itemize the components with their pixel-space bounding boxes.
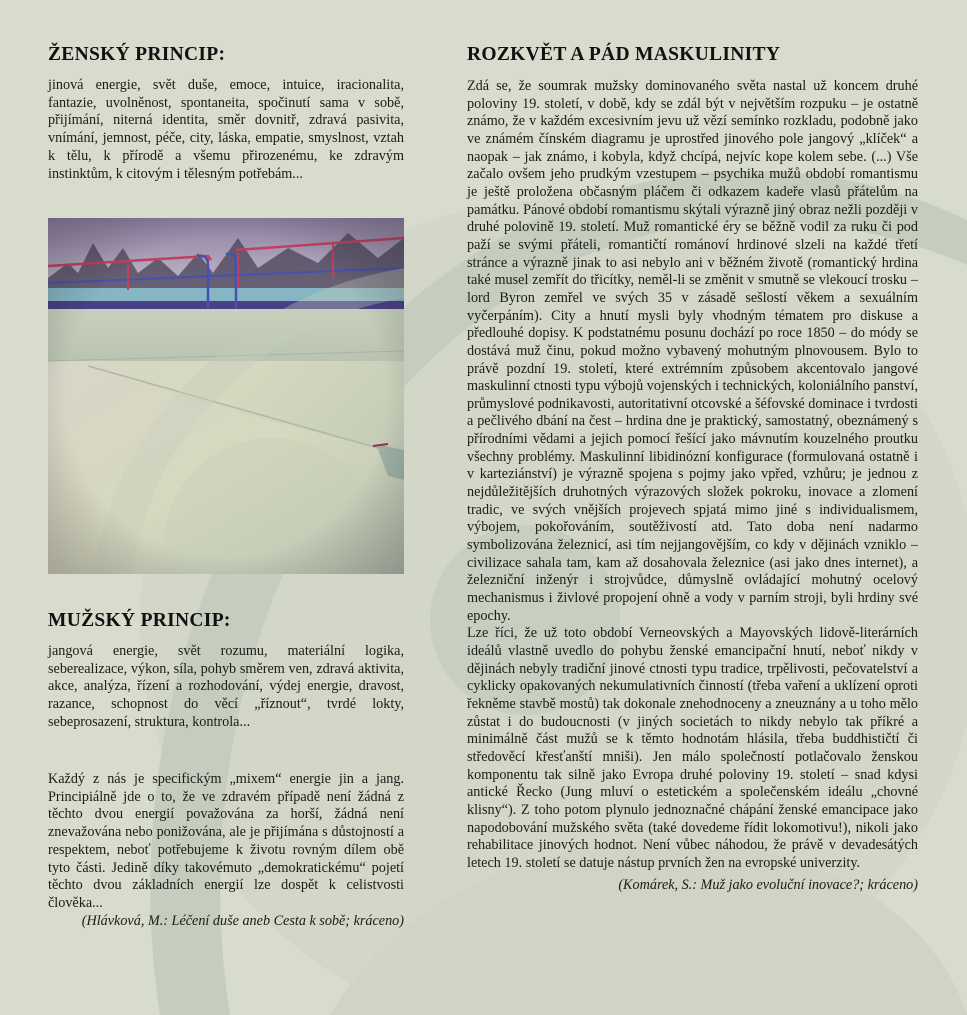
female-principle-text: jinová energie, svět duše, emoce, intuice, iracionalita, fantazie, uvolněnost, spontaneita, spočinutí sama v sobě, přijímání, niterná identita, směr dovnitř, zdravá pasivita, vnímání, jemnost, péče, city, láska, empatie, smyslnost, vztah k tělu, k přírodě a všemu přirozenému, ke zdravým instinktům, k citovým i tělesným potřebám... [48, 77, 404, 182]
quote-citation: (Hlávková, M.: Léčení duše aneb Cesta k sobě; kráceno) [81, 912, 404, 929]
female-principle-section [48, 44, 404, 183]
quote-text: Každý z nás je specifickým „mixem“ energie jin a jang. Principiálně jde o to, že ve zdravém případě není žádná z těchto dvou energií považována za horší, žádná není znevažována nebo ponižována, ale je přijímána s důstojností a respektem, neboť potřebujeme k životu rovným dílem obě tyto části. Jedině díky takovémuto „demokratickému“ pojetí těchto dvou základních energií lze dospět k celistvosti člověka... [48, 771, 404, 911]
article-paragraph-1: Zdá se, že soumrak mužsky dominovaného světa nastal už koncem druhé poloviny 19. století, v době, kdy se zdál být v největším rozpuku – je ostatně známo, že v každém excesivním jevu už vězí semínko rozkladu, podobně jako ve známém čínském diagramu je uprostřed jinového pole jangový „klíček“ a naopak – jak známo, i kobyla, když chcípá, nejvíc kope kolem sebe. (...) Vše začalo ovšem jeho prudkým vzestupem – psychika mužů období romantismu je ještě proložena občasným pláčem či odkazem kadeře vlasů přátelům na památku. Pánové období romantismu skýtali výrazně jiný obraz nežli později v druhé polovině 19. století. Muž romantické éry se běžně vodil za ruku či pod paží se svými přáteli, romantičtí románoví hrdinové slzeli na každé třetí stránce a výrazně jinak to asi nebylo ani v běžném životě (romantický hrdina také musel zemřít do třicítky, neměl-li se změnit v smutně se vlekoucí trosku – lord Byron zemřel ve svých 35 v zásadě sešlostí věkem a sexuálním vyčerpáním). City a hnutí mysli byly vhodným tématem pro diskuse a předlouhé dopisy. K podstatnému posunu dochází po roce 1850 – do módy se dostává muž činu, pokud možno vybavený mohutným plnovousem. Bylo to právě pozdní 19. století, které extrémním způsobem akcentovalo jangové maskulinní ctnosti typu výbojů vojenských i technických, koloniálního panství, průmyslové podnikavosti, autoritativní otcovské a šéfovské dominace i tvrdosti a pečlivého dbání na čest – hrdina dne je praktický, samostatný, obeznámený s přírodními vědami a jejich pomocí řešící jako mávnutím kouzelného proutku všechny problémy. Maskulinní libidinózní konfigurace (formulovaná ostatně i v karteziánství) je výrazně spojena s pojmy jako vpřed, vzhůru; je jednou z nejdůležitějších druhotných výrazových složek pokroku, inovace a zlomení tradic, ve svých vnějších projevech spjatá mimo jiné s individualismem, výbojem, pokořováním, soutěživostí atd. Tato doba není nadarmo symbolizována železnicí, asi tím nejjangovějším, co kdy v dějinách vzniklo – civilizace sahala tam, kam až dosahovala železnice (asi jako dnes internet), a železniční inženýr i strojvůdce, důmyslně ovládající mohutný ocelový mechanismus i živlové propojení ohně a vody v parním stroji, byli hrdiny své epochy. [467, 78, 918, 624]
male-principle-heading: MUŽSKÝ PRINCIP: [48, 610, 231, 631]
male-principle-text: jangová energie, svět rozumu, materiální logika, seberealizace, výkon, síla, pohyb směrem ven, zdravá aktivita, akce, analýza, řízení a rozhodování, výdej energie, dravost, razance, schopnost do věcí „říznout“, tvrdé lokty, sebeprosazení, struktura, kontrola... [48, 643, 404, 730]
female-principle-heading: ŽENSKÝ PRINCIP: [48, 44, 226, 65]
article-citation: (Komárek, S.: Muž jako evoluční inovace?; kráceno) [618, 876, 918, 893]
article-heading: ROZKVĚT A PÁD MASKULINITY [467, 44, 781, 65]
male-principle-section [48, 610, 404, 732]
pool-photo [48, 218, 404, 574]
masculinity-article [467, 44, 918, 894]
article-paragraph-2: Lze říci, že už toto období Verneovských a Mayovských lidově-literárních ideálů vlastně uvedlo do pohybu ženské emancipační hnutí, neboť nikdy v dějinách nebyly tradiční jinové ctnosti typu tradice, trpělivosti, pečovatelství a cyklicky opakovaných nekumulativních činností (třeba vaření a uklízení oproti řekněme stavbě mostů) tak dokonale znehodnoceny a zneuznány a u toho mělo zůstat i do budoucnosti (v jiných societách to nikdy nebylo tak příkré a minimálně část mužů se k těmto hodnotám hlásila, třeba buddhističtí či středověcí křesťanští mniši). Jen málo společností potlačovalo ženskou komponentu tak silně jako Evropa druhé poloviny 19. století – snad kdysi antické Řecko (Jung mluví o estetickém a společenském ideálu „chovné klisny“). Z toho potom plynulo jednoznačné chápání ženské emancipace jako napodobování mužského světa (také dovedeme řídit lokomotivu!), nikoli jako rehabilitace jinových hodnot. Není vůbec náhodou, že právě v devadesátých letech 19. století se datuje nástup prvních žen na evropské univerzity. [467, 625, 918, 871]
yin-yang-quote-section [48, 771, 404, 930]
